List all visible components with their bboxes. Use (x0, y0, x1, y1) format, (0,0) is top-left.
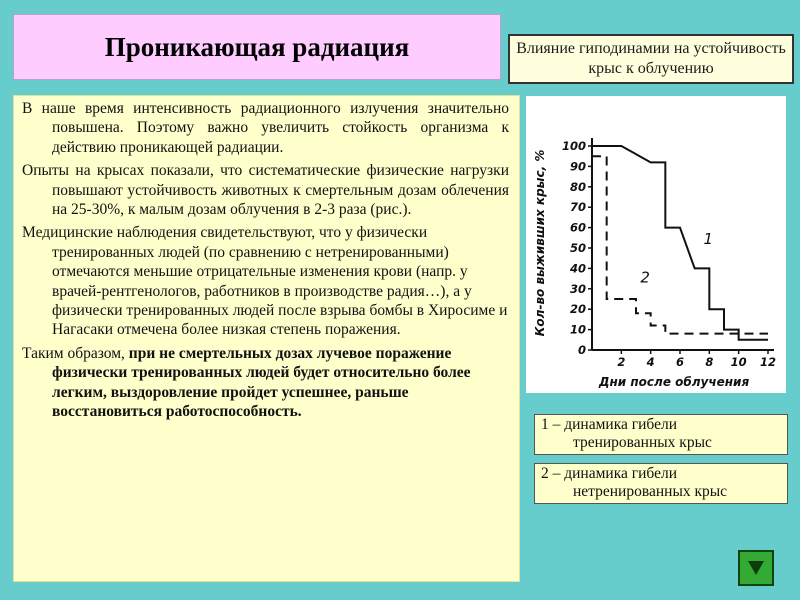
y-tick-label: 100 (561, 139, 586, 153)
next-slide-button[interactable] (738, 550, 774, 586)
chart-ticks (562, 139, 776, 369)
legend-item-1-number: 1 – (541, 416, 561, 433)
title-box (13, 14, 501, 80)
y-axis-label: Кол-во выживших крыс, % (533, 149, 547, 337)
legend-item-1-text: динамика гибели (564, 416, 678, 433)
x-tick-label: 6 (675, 355, 685, 369)
legend-item-2-line2: нетренированных крыс (573, 483, 728, 500)
legend-item-2-text: динамика гибели (564, 465, 678, 482)
legend-item-2 (534, 463, 788, 504)
legend-item-1 (534, 414, 788, 455)
chart-axes (592, 138, 774, 350)
text-panel (13, 95, 520, 582)
y-tick-label: 10 (569, 322, 586, 337)
arrow-down-icon (740, 552, 772, 584)
figure-caption: Влияние гиподинамии на устойчивость крыс к облучению (508, 34, 794, 84)
x-tick-label: 8 (705, 355, 714, 369)
x-axis-label: Дни после облучения (598, 375, 750, 389)
paragraph-4 (22, 344, 509, 422)
survival-chart (526, 96, 786, 393)
slide-title: Проникающая радиация (104, 31, 410, 62)
chart-series (592, 146, 768, 340)
series-2-label: 2 (640, 268, 650, 287)
y-tick-label: 20 (569, 302, 586, 317)
legend-item-2-line1 (541, 465, 781, 483)
y-tick-label: 40 (569, 261, 586, 276)
y-tick-label: 50 (569, 241, 586, 255)
y-tick-label: 70 (569, 200, 586, 215)
y-tick-label: 90 (569, 159, 586, 174)
series-1-line (592, 146, 768, 340)
series-2-line (592, 156, 768, 333)
x-tick-label: 4 (646, 355, 655, 369)
x-tick-label: 12 (759, 355, 777, 369)
legend-item-1-line2: тренированных крыс (573, 434, 712, 451)
chart-svg (526, 96, 786, 393)
legend-item-1-line1 (541, 416, 781, 434)
x-tick-label: 2 (617, 355, 626, 369)
series-1-label: 1 (703, 229, 714, 248)
legend-item-2-number: 2 – (541, 465, 561, 482)
y-tick-label: 60 (569, 220, 586, 235)
y-tick-label: 80 (569, 179, 586, 194)
y-tick-label: 30 (569, 281, 586, 296)
y-tick-label: 0 (577, 343, 586, 357)
paragraph-2: Опыты на крысах показали, что систематические физические нагрузки повышают устойчивость животных к смертельным дозам облечения на 25-30%, к малым дозам облучения в 2-3 раза (рис.). (22, 162, 509, 219)
paragraph-1: В наше время интенсивность радиационного излучения значительно повышена. Поэтому важно увеличить стойкость организма к действию проникающей радиации. (22, 100, 509, 156)
paragraph-4-conclusion: при не смертельных дозах лучевое поражение физически тренированных людей будет относительно более легким, выздоровление пройдет успешнее, раньше восстановиться работоспособность. (52, 344, 471, 421)
paragraph-4-prefix: Таким образом, (22, 344, 129, 362)
x-tick-label: 10 (730, 355, 747, 369)
paragraph-3: Медицинские наблюдения свидетельствуют, что у физически тренированных людей (по сравнению с нетренированными) отмечаются меньшие отрицательные изменения крови (напр. у врачей-рентгенологов, работников в производстве радия…), а у физически тренированных людей после взрыва бомбы в Хиросиме и Нагасаки отмечена более низкая степень поражения. (22, 224, 508, 339)
